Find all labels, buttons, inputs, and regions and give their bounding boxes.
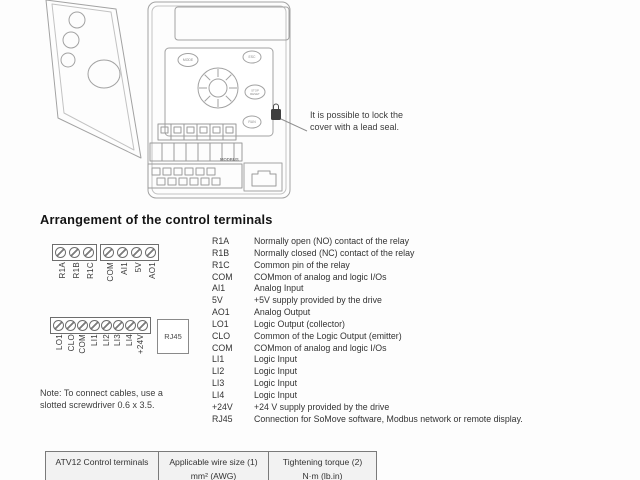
term-name: LI3 <box>212 378 225 389</box>
section-heading: Arrangement of the control terminals <box>40 212 273 227</box>
term-desc: Analog Input <box>254 283 304 294</box>
table-header-line: ATV12 Control terminals <box>55 457 149 467</box>
term-name: AO1 <box>212 307 230 318</box>
desc-row <box>212 378 557 390</box>
terminal-label: R1A <box>57 262 67 279</box>
lead-seal-note <box>310 110 440 133</box>
term-desc: Common of the Logic Output (emitter) <box>254 330 402 341</box>
table-header-wire-size <box>158 452 268 480</box>
term-desc: COMmon of analog and logic I/Os <box>254 342 387 353</box>
desc-row <box>212 402 557 414</box>
cover-flap <box>46 0 141 158</box>
desc-row <box>212 354 557 366</box>
term-desc: Logic Input <box>254 354 298 365</box>
terminal-label: 5V <box>133 262 143 273</box>
term-desc: Logic Input <box>254 366 298 377</box>
screw-terminal <box>117 247 128 258</box>
desc-row <box>212 366 557 378</box>
desc-row <box>212 236 557 248</box>
term-name: LO1 <box>212 318 229 329</box>
desc-row <box>212 319 557 331</box>
terminal-descriptions <box>212 236 557 426</box>
run-button-label: RUN <box>248 120 256 125</box>
screw-terminal <box>145 247 156 258</box>
term-name: R1C <box>212 259 230 270</box>
term-desc: COMmon of analog and logic I/Os <box>254 271 387 282</box>
spec-table <box>45 451 377 480</box>
screw-terminal <box>55 247 66 258</box>
term-name: LI1 <box>212 354 225 365</box>
screw-terminal <box>69 247 80 258</box>
screw-terminal <box>53 320 64 331</box>
screw-terminal <box>83 247 94 258</box>
terminal-label: COM <box>105 262 115 282</box>
table-header-terminals <box>46 452 158 480</box>
term-name: CLO <box>212 330 231 341</box>
relay-terminal-strip <box>52 244 97 261</box>
terminal-label: LI2 <box>101 334 111 347</box>
rj45-label: RJ45 <box>164 332 182 341</box>
term-desc: Logic Output (collector) <box>254 318 345 329</box>
cable-note-line1: Note: To connect cables, use a <box>40 388 163 398</box>
terminal-label: AI1 <box>119 262 129 275</box>
term-desc: Analog Output <box>254 307 311 318</box>
desc-row <box>212 272 557 284</box>
cable-note <box>40 388 210 411</box>
screw-terminal <box>77 320 88 331</box>
terminal-label: LI4 <box>124 334 134 347</box>
esc-button-label: ESC <box>248 55 256 60</box>
term-name: 5V <box>212 295 223 306</box>
screw-terminal <box>65 320 76 331</box>
terminal-label: CLO <box>66 334 76 352</box>
modbus-port-label: MODBUS <box>220 157 239 162</box>
mode-button-label: MODE <box>182 58 194 63</box>
term-desc: Normally open (NO) contact of the relay <box>254 236 409 246</box>
keypad-panel <box>165 48 273 136</box>
term-name: LI2 <box>212 366 225 377</box>
desc-row <box>212 260 557 272</box>
analog-terminal-strip <box>100 244 159 261</box>
desc-row <box>212 390 557 402</box>
terminal-label: COM <box>78 334 88 354</box>
lead-seal-note-line1: It is possible to lock the <box>310 110 404 120</box>
terminal-label: AO1 <box>147 262 157 279</box>
terminal-label: R1C <box>85 262 95 279</box>
table-header-line: Applicable wire size (1) <box>169 457 258 467</box>
table-header-line: N·m (lb.in) <box>302 470 343 480</box>
drive-illustration <box>30 0 320 208</box>
terminal-label: R1B <box>71 262 81 279</box>
term-name: AI1 <box>212 283 226 294</box>
leader-line <box>281 119 307 131</box>
term-name: R1A <box>212 236 230 246</box>
relay-terminal-labels <box>53 262 97 294</box>
desc-row <box>212 295 557 307</box>
desc-row <box>212 307 557 319</box>
term-name: COM <box>212 342 233 353</box>
screw-terminal <box>101 320 112 331</box>
screw-terminal <box>89 320 100 331</box>
analog-terminal-labels <box>101 262 159 294</box>
reset-button-label: RESET <box>250 92 260 96</box>
terminal-label: LO1 <box>55 334 65 351</box>
table-header-line: Tightening torque (2) <box>282 457 363 467</box>
desc-row <box>212 248 557 260</box>
term-desc: Common pin of the relay <box>254 259 350 270</box>
term-name: COM <box>212 271 233 282</box>
term-name: RJ45 <box>212 413 233 424</box>
term-desc: Logic Input <box>254 389 298 400</box>
rj45-port <box>244 163 282 191</box>
desc-row <box>212 283 557 295</box>
lead-seal-note-line2: cover with a lead seal. <box>310 121 400 132</box>
desc-row <box>212 414 557 426</box>
stop-button-label: STOP <box>251 88 259 93</box>
screw-terminal <box>125 320 136 331</box>
screw-terminal <box>131 247 142 258</box>
term-desc: +5V supply provided by the drive <box>254 295 382 306</box>
term-desc: +24 V supply provided by the drive <box>254 401 390 412</box>
cable-note-line2: slotted screwdriver 0.6 x 3.5. <box>40 399 155 410</box>
term-name: LI4 <box>212 389 225 400</box>
term-name: R1B <box>212 247 230 258</box>
table-header-torque <box>268 452 376 480</box>
logic-terminal-labels <box>52 334 147 366</box>
term-name: +24V <box>212 401 233 412</box>
term-desc: Normally closed (NC) contact of the relay <box>254 247 415 258</box>
screw-terminal <box>103 247 114 258</box>
terminal-label: LI1 <box>90 334 100 347</box>
term-desc: Connection for SoMove software, Modbus network or remote display. <box>254 413 523 424</box>
terminal-label: LI3 <box>113 334 123 347</box>
terminal-label: +24V <box>136 334 146 355</box>
desc-row <box>212 331 557 343</box>
term-desc: Logic Input <box>254 378 298 389</box>
rj45-connector-box <box>157 319 189 354</box>
logic-terminal-strip <box>50 317 151 334</box>
desc-row <box>212 343 557 355</box>
screw-terminal <box>113 320 124 331</box>
table-header-line: mm² (AWG) <box>190 470 237 480</box>
screw-terminal <box>137 320 148 331</box>
